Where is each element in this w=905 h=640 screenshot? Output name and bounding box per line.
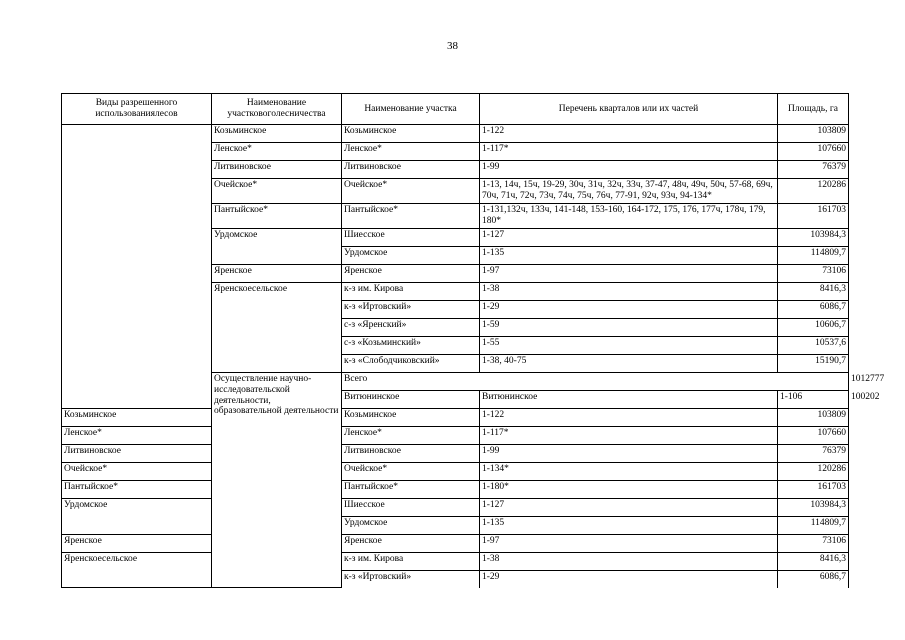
quarters-cell: 1-117* [480, 143, 778, 161]
quarters-cell: 1-122 [480, 125, 778, 143]
section-cell: Очейское* [342, 179, 480, 204]
area-cell: 161703 [778, 203, 849, 228]
quarters-cell: 1-97 [480, 534, 778, 552]
area-cell: 10606,7 [778, 318, 849, 336]
table-row [62, 408, 849, 426]
quarters-cell: 1-122 [480, 408, 778, 426]
page-number: 38 [447, 40, 458, 52]
section-cell: к-з «Иртовский» [342, 300, 480, 318]
quarters-cell: 1-135 [480, 246, 778, 264]
quarters-cell: 1-99 [480, 161, 778, 179]
header-area: Площадь, га [778, 94, 849, 125]
forestry-cell: Козьминское [62, 408, 212, 426]
quarters-cell: 1-38 [480, 552, 778, 570]
forestry-cell: Пантыйское* [212, 203, 342, 228]
quarters-cell: 1-99 [480, 444, 778, 462]
section-cell: с-з «Яренский» [342, 318, 480, 336]
quarters-cell: 1-127 [480, 228, 778, 246]
table-row: Витюнинское Витюнинское 1-106 100202 [62, 390, 849, 408]
section-cell: Шиесское [342, 498, 480, 516]
quarters-cell: 1-106 [778, 390, 849, 408]
section-cell: Пантыйское* [342, 480, 480, 498]
quarters-cell: 1-29 [480, 300, 778, 318]
quarters-cell: 1-13, 14ч, 15ч, 19-29, 30ч, 31ч, 32ч, 33ч, 37-47, 48ч, 49ч, 50ч, 57-68, 69ч, 70ч, 71ч, 72ч, 73ч, 74ч, 75ч, 76ч, 77-91, 92ч, 93ч, 94-134* [480, 179, 778, 204]
area-cell: 120286 [778, 462, 849, 480]
section-cell: к-з «Иртовский» [342, 570, 480, 588]
area-cell: 10537,6 [778, 336, 849, 354]
quarters-cell: 1-180* [480, 480, 778, 498]
area-cell: 76379 [778, 444, 849, 462]
forestry-cell: Ленское* [62, 426, 212, 444]
header-section: Наименование участка [342, 94, 480, 125]
forestry-cell: Очейское* [212, 179, 342, 204]
quarters-cell: 1-38 [480, 282, 778, 300]
section-cell: к-з «Слободчиковский» [342, 354, 480, 372]
section-cell: Пантыйское* [342, 203, 480, 228]
quarters-cell: 1-127 [480, 498, 778, 516]
forestry-cell: Яренское [62, 534, 212, 552]
forestry-cell: Яренскоесельское [212, 282, 342, 372]
table-row [62, 552, 849, 570]
table-row [62, 498, 849, 516]
header-quarters: Перечень кварталов или их частей [480, 94, 778, 125]
section-cell: Урдомское [342, 246, 480, 264]
table-row [62, 125, 849, 143]
quarters-cell: 1-38, 40-75 [480, 354, 778, 372]
area-cell: 8416,3 [778, 552, 849, 570]
section-cell: к-з им. Кирова [342, 282, 480, 300]
use-type-cell-empty [62, 125, 212, 409]
area-cell: 120286 [778, 179, 849, 204]
forestry-cell: Козьминское [212, 125, 342, 143]
forestry-cell: Очейское* [62, 462, 212, 480]
quarters-cell: 1-135 [480, 516, 778, 534]
area-cell: 76379 [778, 161, 849, 179]
total-label: Всего [342, 372, 849, 390]
header-use-type: Виды разрешенного использованиялесов [62, 94, 212, 125]
area-cell: 15190,7 [778, 354, 849, 372]
section-cell: Урдомское [342, 516, 480, 534]
forestry-cell: Литвиновское [62, 444, 212, 462]
quarters-cell: 1-29 [480, 570, 778, 588]
area-cell: 6086,7 [778, 570, 849, 588]
forestry-cell: Яренское [212, 264, 342, 282]
area-cell: 103809 [778, 125, 849, 143]
quarters-cell: 1-97 [480, 264, 778, 282]
area-cell: 6086,7 [778, 300, 849, 318]
section-cell: к-з им. Кирова [342, 552, 480, 570]
forest-use-table [61, 93, 885, 588]
table-row [62, 480, 849, 498]
forestry-cell: Пантыйское* [62, 480, 212, 498]
table-row [62, 534, 849, 552]
area-cell: 73106 [778, 264, 849, 282]
forestry-cell: Литвиновское [212, 161, 342, 179]
quarters-cell: 1-117* [480, 426, 778, 444]
table-row [62, 426, 849, 444]
use-type-cell: Осуществление научно-исследовательской деятельности, образовательной деятельности [212, 372, 342, 588]
section-cell: Очейское* [342, 462, 480, 480]
section-cell: Козьминское [342, 408, 480, 426]
quarters-cell: 1-55 [480, 336, 778, 354]
table-row-total: Осуществление научно-исследовательской деятельности, образовательной деятельности Всего 1012777 [62, 372, 849, 390]
forestry-cell: Урдомское [62, 498, 212, 534]
section-cell: Литвиновское [342, 444, 480, 462]
area-cell: 103984,3 [778, 228, 849, 246]
header-forestry: Наименование участковоголесничества [212, 94, 342, 125]
area-cell: 114809,7 [778, 246, 849, 264]
area-cell: 103809 [778, 408, 849, 426]
section-cell: Шиесское [342, 228, 480, 246]
section-cell: Яренское [342, 534, 480, 552]
section-cell: Витюнинское [480, 390, 778, 408]
section-cell: с-з «Козьминский» [342, 336, 480, 354]
quarters-cell: 1-59 [480, 318, 778, 336]
area-cell: 161703 [778, 480, 849, 498]
quarters-cell: 1-131,132ч, 133ч, 141-148, 153-160, 164-172, 175, 176, 177ч, 178ч, 179, 180* [480, 203, 778, 228]
area-cell: 73106 [778, 534, 849, 552]
area-cell: 8416,3 [778, 282, 849, 300]
table-row [62, 444, 849, 462]
area-cell: 103984,3 [778, 498, 849, 516]
forestry-cell: Витюнинское [342, 390, 480, 408]
quarters-cell: 1-134* [480, 462, 778, 480]
table-header-row [62, 94, 849, 125]
section-cell: Ленское* [342, 426, 480, 444]
forestry-cell: Яренскоесельское [62, 552, 212, 588]
forestry-cell: Ленское* [212, 143, 342, 161]
area-cell: 107660 [778, 426, 849, 444]
forestry-cell: Урдомское [212, 228, 342, 264]
area-cell: 107660 [778, 143, 849, 161]
section-cell: Литвиновское [342, 161, 480, 179]
section-cell: Яренское [342, 264, 480, 282]
section-cell: Козьминское [342, 125, 480, 143]
table-row [62, 462, 849, 480]
section-cell: Ленское* [342, 143, 480, 161]
area-cell: 114809,7 [778, 516, 849, 534]
